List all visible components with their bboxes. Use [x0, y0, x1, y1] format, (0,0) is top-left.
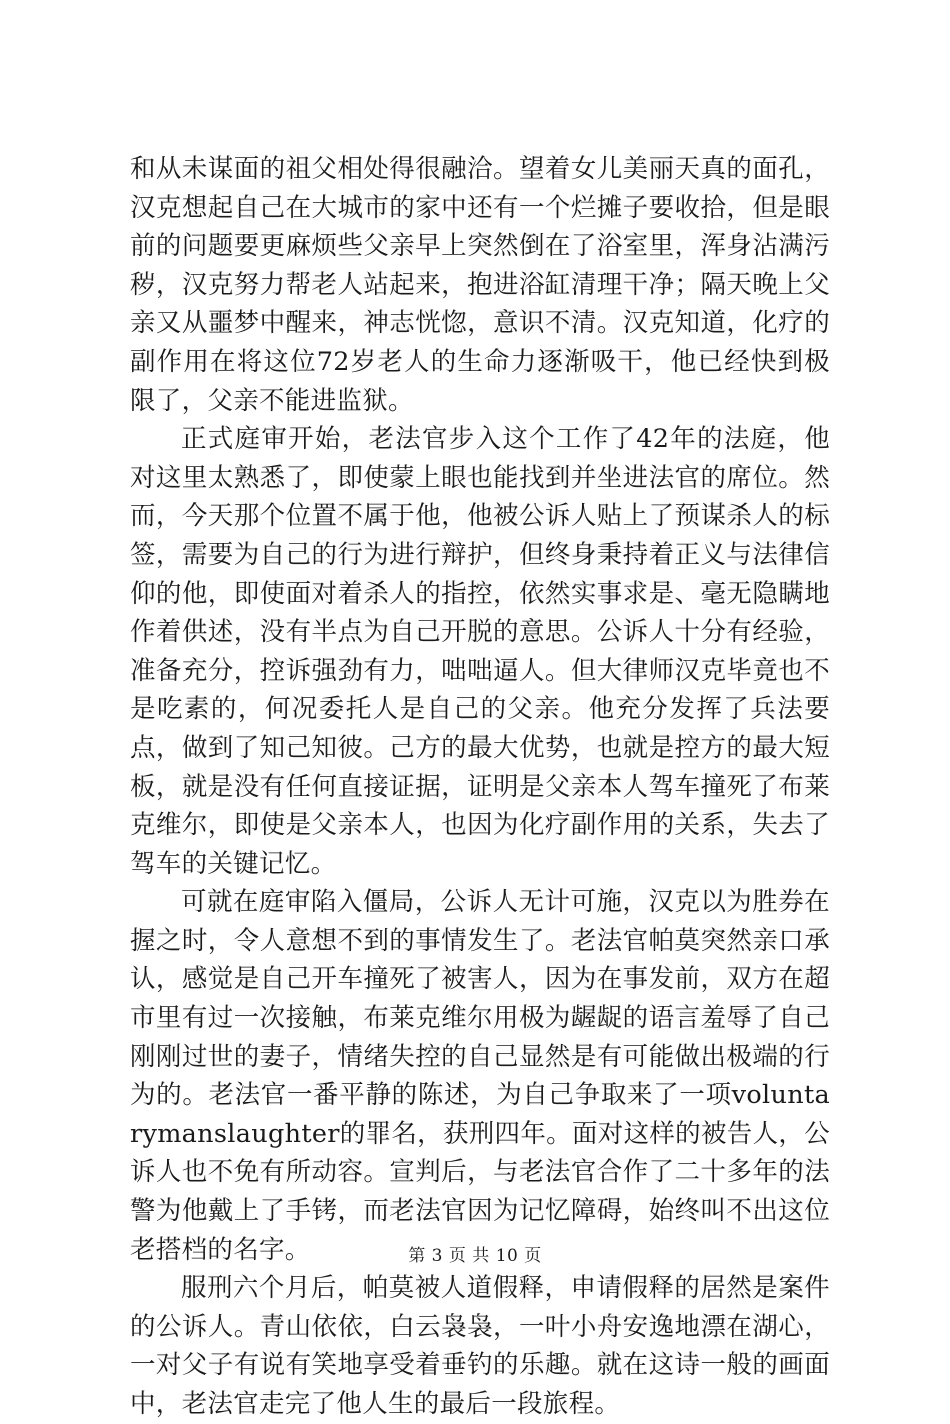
- paragraph-4: 服刑六个月后，帕莫被人道假释，申请假释的居然是案件的公诉人。青山依依，白云袅袅，一叶小舟安逸地漂在湖心，一对父子有说有笑地享受着垂钓的乐趣。就在这诗一般的画面中，老法官走完了他人生的最后一段旅程。: [130, 1273, 830, 1419]
- paragraph-1: 和从未谋面的祖父相处得很融洽。望着女儿美丽天真的面孔，汉克想起自己在大城市的家中还有一个烂摊子要收拾，但是眼前的问题要更麻烦些父亲早上突然倒在了浴室里，浑身沾满污秽，汉克努力帮老人站起来，抱进浴缸清理干净；隔天晚上父亲又从噩梦中醒来，神志恍惚，意识不清。汉克知道，化疗的副作用在将这位72岁老人的生命力逐渐吸干，他已经快到极限了，父亲不能进监狱。: [130, 154, 830, 416]
- paragraph-2: 正式庭审开始，老法官步入这个工作了42年的法庭，他对这里太熟悉了，即使蒙上眼也能找到并坐进法官的席位。然而，今天那个位置不属于他，他被公诉人贴上了预谋杀人的标签，需要为自己的行为进行辩护，但终身秉持着正义与法律信仰的他，即使面对着杀人的指控，依然实事求是、毫无隐瞒地作着供述，没有半点为自己开脱的意思。公诉人十分有经验，准备充分，控诉强劲有力，咄咄逼人。但大律师汉克毕竟也不是吃素的，何况委托人是自己的父亲。他充分发挥了兵法要点，做到了知己知彼。己方的最大优势，也就是控方的最大短板，就是没有任何直接证据，证明是父亲本人驾车撞死了布莱克维尔，即使是父亲本人，也因为化疗副作用的关系，失去了驾车的关键记忆。: [130, 424, 830, 879]
- body-text: [130, 150, 830, 1424]
- page-number-footer: 第 3 页 共 10 页: [408, 1246, 542, 1266]
- paragraph-3: 可就在庭审陷入僵局，公诉人无计可施，汉克以为胜券在握之时，令人意想不到的事情发生了。老法官帕莫突然亲口承认，感觉是自己开车撞死了被害人，因为在事发前，双方在超市里有过一次接触，布莱克维尔用极为龌龊的语言羞辱了自己刚刚过世的妻子，情绪失控的自己显然是有可能做出极端的行为的。老法官一番平静的陈述，为自己争取来了一项voluntarymanslaughter的罪名，获刑四年。面对这样的被告人，公诉人也不免有所动容。宣判后，与老法官合作了二十多年的法警为他戴上了手铐，而老法官因为记忆障碍，始终叫不出这位老搭档的名字。: [130, 887, 830, 1265]
